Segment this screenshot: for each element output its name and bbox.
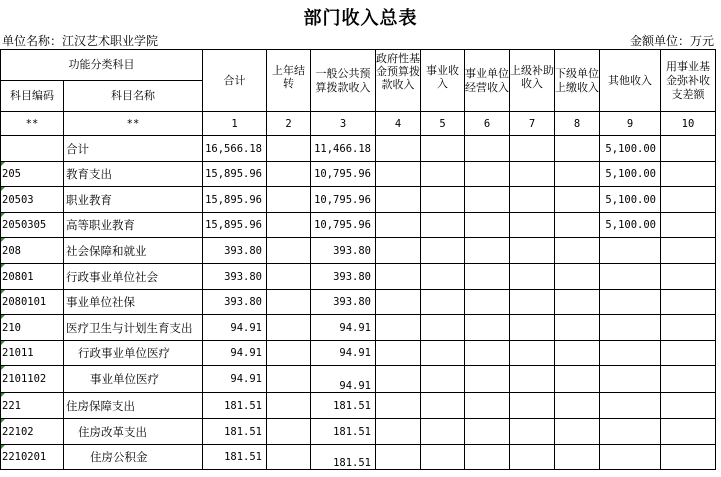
fund-makeup-cell [661,290,716,315]
general-budget-cell [311,445,376,470]
cell-value: 94.91 [230,321,262,334]
operating-income-cell [465,162,510,187]
cell-marker-icon [1,213,5,217]
cell-value: 高等职业教育 [66,218,135,232]
total-cell [203,162,267,187]
table-row [1,341,716,366]
subject-code-cell [1,366,64,393]
cell-value: 事业单位社保 [66,295,135,309]
cell-value: 2210201 [2,451,47,463]
income-summary-table [0,49,716,470]
cell-marker-icon [1,419,5,423]
cell-value: 181.51 [333,425,371,438]
cell-value: 181.51 [333,399,371,412]
cell-marker-icon [1,393,5,397]
gov-fund-cell [376,419,421,445]
cell-marker-icon [1,162,5,166]
subject-name-cell [64,187,203,213]
business-income-cell [421,445,465,470]
general-budget-cell [311,187,376,213]
index-cell: 7 [510,112,555,136]
gov-fund-cell [376,264,421,290]
fund-makeup-cell [661,187,716,213]
amount-unit-label: 金额单位：万元 [629,34,714,48]
index-cell: 1 [203,112,267,136]
fund-makeup-cell [661,393,716,419]
total-cell [203,290,267,315]
cell-value: 181.51 [224,451,262,463]
cell-value: 5,100.00 [605,193,656,206]
total-cell [203,238,267,264]
carryover-cell [267,315,311,341]
carryover-cell [267,136,311,162]
table-row [1,264,716,290]
index-cell: 3 [311,112,376,136]
general-budget-cell [311,264,376,290]
cell-marker-icon [1,290,5,294]
table-row [1,393,716,419]
fund-makeup-cell [661,419,716,445]
gov-fund-cell [376,136,421,162]
index-row [1,112,716,136]
cell-marker-icon [1,366,5,370]
operating-income-cell [465,213,510,238]
subject-name-cell [64,162,203,187]
cell-value: 2101102 [2,373,47,385]
other-income-cell [600,162,661,187]
total-cell [203,213,267,238]
sub-unit-income-cell [555,290,600,315]
other-income-cell [600,136,661,162]
carryover-cell [267,264,311,290]
subject-code-cell [1,213,64,238]
cell-value: 393.80 [224,270,262,283]
subsidy-income-cell [510,162,555,187]
gov-fund-cell [376,315,421,341]
subject-name-cell [64,315,203,341]
table-row [1,162,716,187]
sub-unit-income-cell [555,445,600,470]
operating-income-cell [465,341,510,366]
cell-value: 10,795.96 [314,219,371,231]
cell-value: 住房改革支出 [78,424,147,439]
gov-fund-cell [376,341,421,366]
subsidy-income-cell [510,264,555,290]
fund-makeup-cell [661,264,716,290]
other-income-cell [600,187,661,213]
sub-unit-income-cell [555,213,600,238]
subsidy-income-cell [510,366,555,393]
cell-value: 事业单位医疗 [90,372,159,386]
cell-value: 合计 [66,141,89,156]
index-cell: ** [64,112,203,136]
table-row [1,187,716,213]
general-budget-cell [311,315,376,341]
cell-value: 181.51 [224,425,262,438]
subsidy-income-cell [510,445,555,470]
func-group-header: 功能分类科目 [1,50,203,81]
cell-value: 94.91 [230,347,262,359]
other-income-cell [600,264,661,290]
total-cell [203,366,267,393]
table-row [1,290,716,315]
operating-income-cell [465,264,510,290]
cell-value: 10,795.96 [314,193,371,206]
subsidy-income-cell [510,341,555,366]
sub-unit-income-header: 下级单位上缴收入 [555,50,600,112]
cell-value: 393.80 [333,296,371,308]
cell-value: 22102 [2,425,34,438]
cell-marker-icon [1,187,5,191]
cell-value: 教育支出 [66,167,112,181]
cell-value: 94.91 [339,347,371,359]
sub-unit-income-cell [555,162,600,187]
carryover-cell [267,393,311,419]
total-cell [203,264,267,290]
index-cell: 9 [600,112,661,136]
total-cell [203,445,267,470]
other-income-cell [600,315,661,341]
business-income-cell [421,393,465,419]
general-budget-cell [311,213,376,238]
sub-unit-income-cell [555,136,600,162]
cell-marker-icon [1,445,5,449]
subject-code-cell [1,341,64,366]
carryover-cell [267,341,311,366]
sub-unit-income-cell [555,393,600,419]
subject-code-cell [1,162,64,187]
cell-value: 20801 [2,270,34,283]
carryover-cell [267,445,311,470]
subsidy-income-cell [510,290,555,315]
table-row [1,366,716,393]
cell-value: 181.51 [333,457,371,469]
business-income-cell [421,290,465,315]
general-budget-cell [311,419,376,445]
cell-value: 393.80 [333,244,371,257]
total-cell [203,315,267,341]
cell-value: 5,100.00 [605,142,656,155]
sub-unit-income-cell [555,315,600,341]
gov-fund-cell [376,213,421,238]
cell-value: 210 [2,321,21,334]
operating-income-cell [465,187,510,213]
total-cell [203,393,267,419]
subsidy-income-cell [510,213,555,238]
total-cell [203,187,267,213]
fund-makeup-cell [661,238,716,264]
carryover-cell [267,366,311,393]
cell-value: 11,466.18 [314,142,371,155]
general-budget-cell [311,341,376,366]
subject-code-cell [1,290,64,315]
carryover-cell [267,213,311,238]
cell-value: 5,100.00 [605,168,656,180]
cell-value: 行政事业单位社会 [66,269,158,284]
subject-name-cell [64,366,203,393]
subject-code-cell [1,315,64,341]
cell-value: 16,566.18 [205,142,262,155]
total-header: 合计 [203,50,267,112]
cell-marker-icon [1,238,5,242]
business-income-header: 事业收入 [421,50,465,112]
subject-name-cell [64,136,203,162]
cell-value: 221 [2,399,21,412]
subject-name-cell [64,290,203,315]
gov-fund-cell [376,162,421,187]
gov-fund-cell [376,366,421,393]
index-cell: 10 [661,112,716,136]
fund-makeup-cell [661,341,716,366]
other-income-cell [600,419,661,445]
cell-value: 5,100.00 [605,219,656,231]
general-budget-cell [311,366,376,393]
operating-income-cell [465,419,510,445]
subsidy-income-cell [510,136,555,162]
table-body [1,136,716,470]
index-cell: 5 [421,112,465,136]
operating-income-header: 事业单位经营收入 [465,50,510,112]
cell-value: 208 [2,244,21,257]
subject-name-cell [64,419,203,445]
cell-value: 20503 [2,193,34,206]
fund-makeup-cell [661,366,716,393]
cell-value: 205 [2,168,21,180]
business-income-cell [421,419,465,445]
cell-marker-icon [1,264,5,268]
general-budget-cell [311,136,376,162]
other-income-cell [600,341,661,366]
index-cell: ** [1,112,64,136]
index-cell: 4 [376,112,421,136]
cell-value: 15,895.96 [205,168,262,180]
operating-income-cell [465,393,510,419]
gov-fund-cell [376,445,421,470]
business-income-cell [421,187,465,213]
total-cell [203,136,267,162]
cell-value: 21011 [2,347,34,359]
carryover-cell [267,187,311,213]
index-cell: 6 [465,112,510,136]
table-row [1,315,716,341]
cell-value: 社会保障和就业 [66,243,147,258]
cell-marker-icon [1,341,5,345]
carryover-header: 上年结转 [267,50,311,112]
total-cell [203,419,267,445]
general-budget-cell [311,238,376,264]
operating-income-cell [465,238,510,264]
carryover-cell [267,290,311,315]
unit-name-label: 单位名称：江汉艺术职业学院 [2,34,159,48]
gov-fund-header: 政府性基金预算拨款收入 [376,50,421,112]
cell-value: 94.91 [339,321,371,334]
cell-value: 医疗卫生与计划生育支出 [66,320,193,335]
fund-makeup-cell [661,213,716,238]
subsidy-income-cell [510,419,555,445]
fund-makeup-cell [661,315,716,341]
fund-makeup-cell [661,136,716,162]
cell-value: 15,895.96 [205,219,262,231]
fund-makeup-header: 用事业基金弥补收支差额 [661,50,716,112]
gov-fund-cell [376,238,421,264]
operating-income-cell [465,445,510,470]
business-income-cell [421,136,465,162]
table-row [1,238,716,264]
subsidy-income-cell [510,238,555,264]
subsidy-income-cell [510,393,555,419]
business-income-cell [421,264,465,290]
code-header: 科目编码 [1,81,64,112]
subject-name-cell [64,341,203,366]
other-income-cell [600,213,661,238]
subject-name-cell [64,393,203,419]
cell-value: 住房公积金 [90,450,148,464]
operating-income-cell [465,290,510,315]
business-income-cell [421,162,465,187]
subject-name-cell [64,238,203,264]
index-cell: 8 [555,112,600,136]
cell-value: 2050305 [2,219,47,231]
other-income-cell [600,290,661,315]
other-income-cell [600,366,661,393]
operating-income-cell [465,366,510,393]
subject-code-cell [1,187,64,213]
operating-income-cell [465,136,510,162]
subject-code-cell [1,264,64,290]
carryover-cell [267,238,311,264]
general-budget-header: 一般公共预算拨款收入 [311,50,376,112]
cell-value: 181.51 [224,399,262,412]
subject-code-cell [1,393,64,419]
sub-unit-income-cell [555,366,600,393]
table-row [1,136,716,162]
subject-code-cell [1,445,64,470]
report-title: 部门收入总表 [303,8,418,29]
general-budget-cell [311,162,376,187]
index-cell: 2 [267,112,311,136]
other-income-cell [600,445,661,470]
cell-value: 职业教育 [66,192,112,207]
subsidy-income-cell [510,187,555,213]
cell-value: 10,795.96 [314,168,371,180]
subject-name-cell [64,264,203,290]
other-income-cell [600,393,661,419]
fund-makeup-cell [661,445,716,470]
sub-unit-income-cell [555,187,600,213]
business-income-cell [421,238,465,264]
subject-name-cell [64,213,203,238]
cell-value: 15,895.96 [205,193,262,206]
table-row [1,419,716,445]
subject-name-cell [64,445,203,470]
header-row-1 [1,50,716,81]
sub-unit-income-cell [555,341,600,366]
sub-unit-income-cell [555,238,600,264]
carryover-cell [267,162,311,187]
gov-fund-cell [376,290,421,315]
business-income-cell [421,341,465,366]
general-budget-cell [311,393,376,419]
business-income-cell [421,213,465,238]
subsidy-income-cell [510,315,555,341]
general-budget-cell [311,290,376,315]
cell-value: 393.80 [224,296,262,308]
cell-value: 行政事业单位医疗 [78,346,170,360]
gov-fund-cell [376,187,421,213]
subject-code-cell [1,238,64,264]
gov-fund-cell [376,393,421,419]
table-row [1,445,716,470]
cell-value: 94.91 [339,380,371,392]
subject-code-cell [1,419,64,445]
business-income-cell [421,366,465,393]
cell-value: 2080101 [2,296,47,308]
fund-makeup-cell [661,162,716,187]
subject-code-cell [1,136,64,162]
sub-unit-income-cell [555,419,600,445]
business-income-cell [421,315,465,341]
other-income-cell [600,238,661,264]
total-cell [203,341,267,366]
operating-income-cell [465,315,510,341]
cell-value: 94.91 [230,373,262,385]
cell-value: 393.80 [333,270,371,283]
cell-value: 393.80 [224,244,262,257]
table-row [1,213,716,238]
other-income-header: 其他收入 [600,50,661,112]
cell-value: 住房保障支出 [66,398,135,413]
sub-unit-income-cell [555,264,600,290]
name-header: 科目名称 [64,81,203,112]
carryover-cell [267,419,311,445]
subsidy-income-header: 上级补助收入 [510,50,555,112]
cell-marker-icon [1,315,5,319]
